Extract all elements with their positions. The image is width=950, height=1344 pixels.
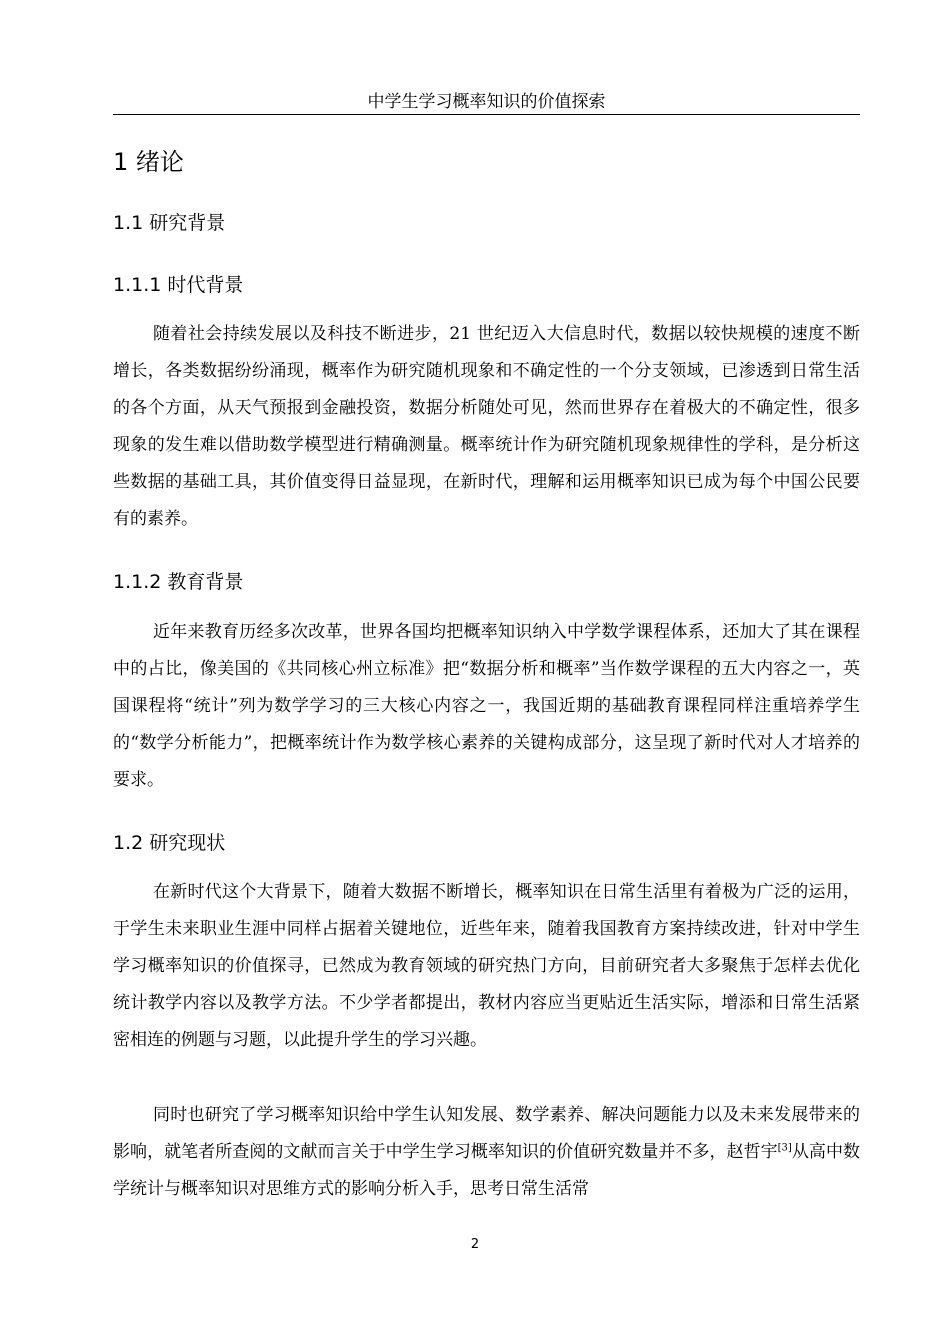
section-title-research-background: 1.1 研究背景: [113, 212, 226, 234]
paragraph-research-status-2: [113, 1097, 860, 1208]
paragraph-text-after-citation: 从高中数学统计与概率知识对思维方式的影响分析入手，思考日常生活常: [113, 1142, 860, 1199]
paragraph-text-before-citation: 同时也研究了学习概率知识给中学生认知发展、数学素养、解决问题能力以及未来发展带来的影响，就笔者所查阅的文献而言关于中学生学习概率知识的价值研究数量并不多，赵哲宇: [113, 1105, 860, 1162]
subsection-title-education-background: 1.1.2 教育背景: [113, 571, 244, 593]
subsection-title-era-background: 1.1.1 时代背景: [113, 274, 244, 296]
paragraph-era-background: 随着社会持续发展以及科技不断进步，21 世纪迈入大信息时代，数据以较快规模的速度不断增长，各类数据纷纷涌现，概率作为研究随机现象和不确定性的一个分支领域，已渗透到日常生活的各个方面，从天气预报到金融投资，数据分析随处可见，然而世界存在着极大的不确定性，很多现象的发生难以借助数学模型进行精确测量。概率统计作为研究随机现象规律性的学科，是分析这些数据的基础工具，其价值变得日益显现，在新时代，理解和运用概率知识已成为每个中国公民要有的素养。: [113, 324, 860, 529]
chapter-title: 1 绪论: [113, 148, 184, 176]
citation-ref-3[interactable]: [3]: [777, 1142, 792, 1154]
paragraph-education-background: 近年来教育历经多次改革，世界各国均把概率知识纳入中学数学课程体系，还加大了其在课程中的占比，像美国的《共同核心州立标准》把“数据分析和概率”当作数学课程的五大内容之一，英国课程将“统计”列为数学学习的三大核心内容之一，我国近期的基础教育课程同样注重培养学生的“数学分析能力”，把概率统计作为数学核心素养的关键构成部分，这呈现了新时代对人才培养的要求。: [113, 622, 860, 790]
running-header: 中学生学习概率知识的价值探索: [113, 90, 860, 115]
section-title-research-status: 1.2 研究现状: [113, 832, 226, 854]
page-number: 2: [470, 1237, 480, 1252]
paragraph-research-status-1: 在新时代这个大背景下，随着大数据不断增长，概率知识在日常生活里有着极为广泛的运用，于学生未来职业生涯中同样占据着关键地位，近些年来，随着我国教育方案持续改进，针对中学生学习概率知识的价值探寻，已然成为教育领域的研究热门方向，目前研究者大多聚焦于怎样去优化统计教学内容以及教学方法。不少学者都提出，教材内容应当更贴近生活实际，增添和日常生活紧密相连的例题与习题，以此提升学生的学习兴趣。: [113, 882, 860, 1050]
